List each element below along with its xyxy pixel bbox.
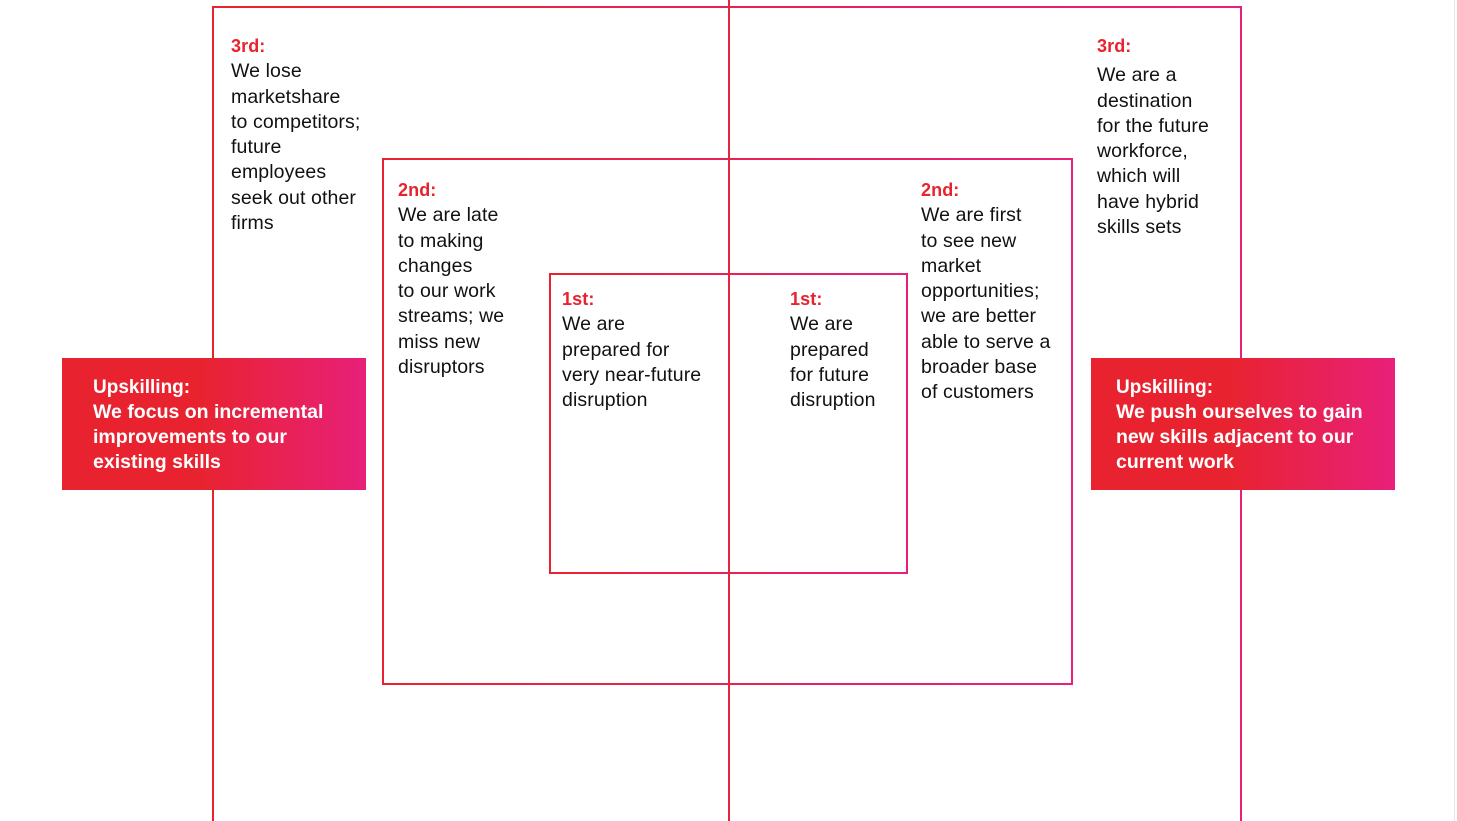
left-second-text: We are late to making changes to our work streams; we miss new disruptors — [398, 204, 505, 379]
left-upskilling-box — [62, 358, 366, 490]
right-first-heading: 1st: — [790, 289, 823, 309]
left-upskilling-heading: Upskilling: — [93, 377, 191, 398]
left-third-ring-note — [231, 34, 360, 236]
left-first-heading: 1st: — [562, 289, 595, 309]
right-second-text: We are first to see new market opportunities; we are better able to serve a broader base of customers — [921, 204, 1051, 404]
left-upskilling-text: We focus on incremental improvements to our existing skills — [93, 401, 324, 473]
left-second-heading: 2nd: — [398, 180, 437, 200]
left-third-heading: 3rd: — [231, 36, 266, 56]
right-upskilling-box — [1091, 358, 1395, 490]
right-third-ring-note — [1097, 34, 1209, 240]
right-second-heading: 2nd: — [921, 180, 960, 200]
left-third-text: We lose marketshare to competitors; future employees seek out other firms — [231, 60, 361, 235]
left-first-text: We are prepared for very near-future disruption — [562, 313, 702, 412]
right-third-heading: 3rd: — [1097, 36, 1132, 56]
right-first-ring-note — [790, 287, 876, 413]
right-upskilling-text: We push ourselves to gain new skills adjacent to our current work — [1116, 401, 1363, 473]
right-first-text: We are prepared for future disruption — [790, 313, 876, 412]
third-ring-frame — [213, 7, 1241, 821]
left-second-ring-note — [398, 178, 504, 380]
left-first-ring-note — [562, 287, 701, 413]
right-upskilling-heading: Upskilling: — [1116, 377, 1214, 398]
right-second-ring-note — [921, 178, 1050, 406]
right-third-text: We are a destination for the future workforce, which will have hybrid skills sets — [1097, 64, 1209, 239]
